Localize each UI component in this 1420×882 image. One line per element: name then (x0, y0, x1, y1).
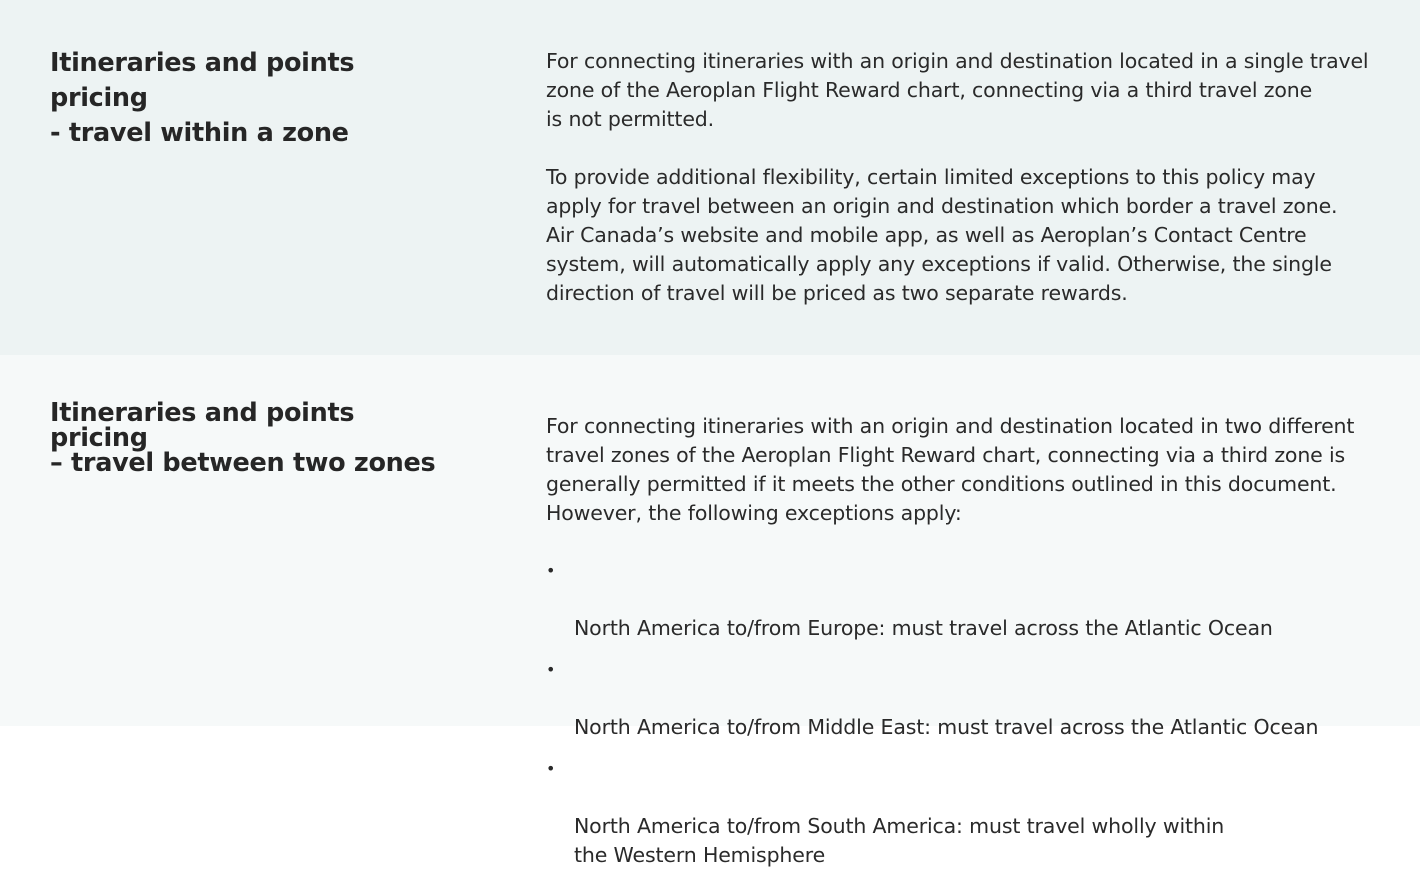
bullet-icon: • (546, 660, 556, 679)
section-heading: Itineraries and points pricing – travel between two zones (50, 398, 436, 478)
list-item-text: North America to/from Middle East: must travel across the Atlantic Ocean (574, 715, 1319, 739)
section-travel-between-zones (0, 355, 1420, 867)
paragraph: For connecting itineraries with an origin and destination located in two different travel zones of the Aeroplan Flight Reward chart, connecting via a third zone is generally permitted if it meets the other conditions outlined in this document. However, the following exceptions apply: (546, 414, 1355, 525)
list-item-text: North America to/from Europe: must travel across the Atlantic Ocean (574, 616, 1273, 640)
paragraph: To provide additional flexibility, certain limited exceptions to this policy may apply for travel between an origin and destination which border a travel zone. Air Canada’s website and mobile app, as well as Aeroplan’s Contact Centre system, will automatically apply any exceptions if valid. Otherwise, the single direction of travel will be priced as two separate rewards. (546, 165, 1338, 305)
bullet-icon: • (546, 561, 556, 580)
paragraph: For connecting itineraries with an origin and destination located in a single travel zone of the Aeroplan Flight Reward chart, connecting via a third travel zone is not permitted. (546, 49, 1369, 131)
section-travel-within-zone (0, 0, 1420, 355)
section-body (546, 412, 1376, 882)
list-item (546, 556, 1376, 643)
list-item (546, 754, 1376, 870)
list-item (546, 655, 1376, 742)
section-body (546, 47, 1376, 308)
exceptions-list (546, 556, 1376, 870)
list-item-text: North America to/from South America: must travel wholly within the Western Hemisphere (574, 814, 1225, 867)
bullet-icon: • (546, 759, 556, 778)
section-heading: Itineraries and points pricing - travel within a zone (50, 48, 355, 148)
